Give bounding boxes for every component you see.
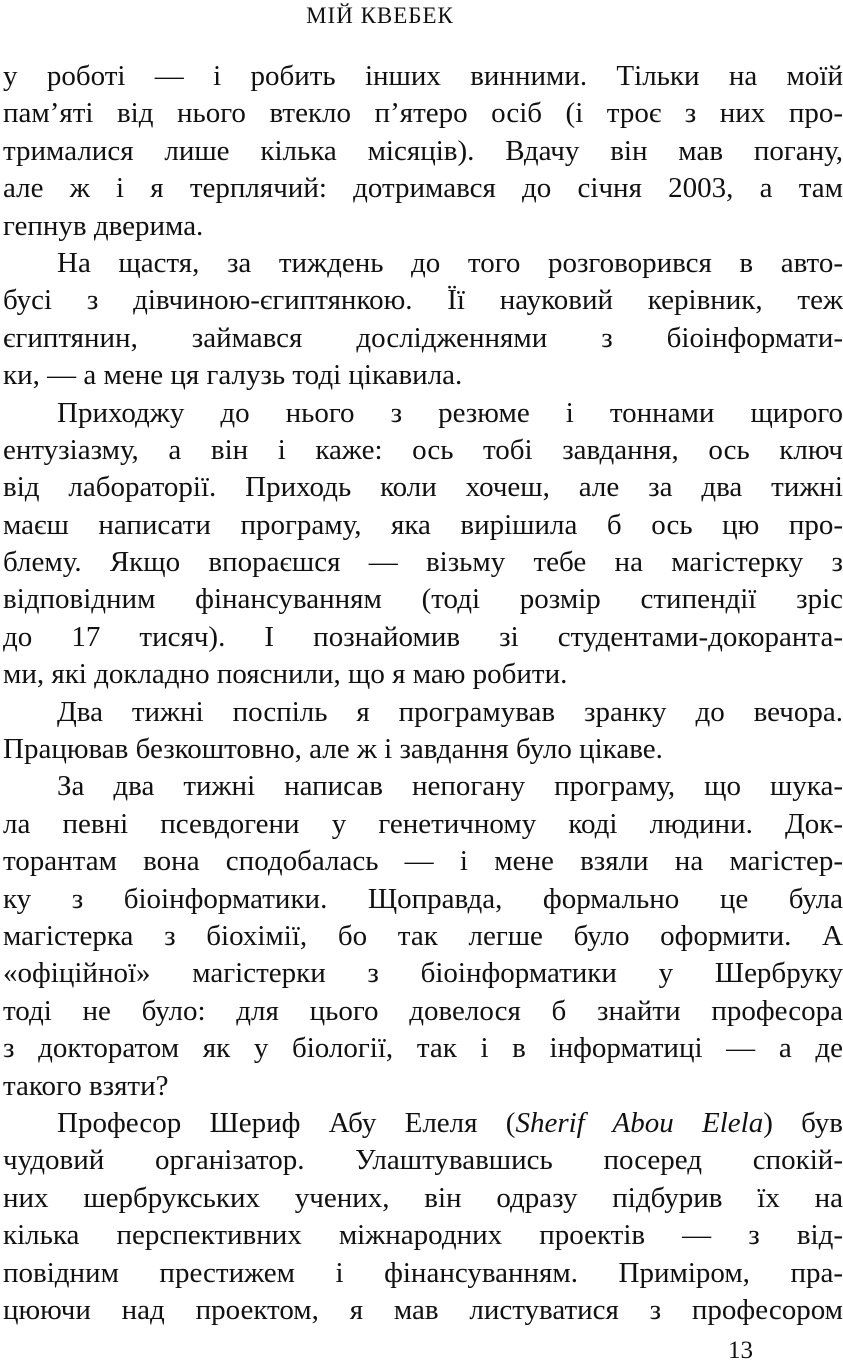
text-line: відповідним фінансуванням (тоді розмір стипендії зріс <box>3 583 843 616</box>
text-segment: Професор Шериф Абу Елеля ( <box>57 1106 516 1139</box>
text-line: блему. Якщо впораєшся — візьму тебе на магістерку з <box>3 546 843 579</box>
page-number: 13 <box>728 1337 753 1364</box>
text-line: але ж і я терплячий: дотримався до січня 2003, а там <box>3 172 843 205</box>
text-line: «офіційної» магістерки з біоінформатики у Шербруку <box>3 957 843 990</box>
text-line: них шербрукських учених, він одразу підбурив їх на <box>3 1181 843 1214</box>
text-line: чудовий організатор. Улаштувавшись посеред спокій- <box>3 1144 843 1177</box>
text-line: трималися лише кілька місяців). Вдачу він мав погану, <box>3 134 843 167</box>
text-line: ки, — а мене ця галузь тоді цікавила. <box>3 359 463 392</box>
text-line: такого взяти? <box>3 1069 169 1102</box>
text-line: кілька перспективних міжнародних проектів — з від- <box>3 1219 843 1252</box>
text-line: Два тижні поспіль я програмував зранку до вечора. <box>57 695 843 728</box>
text-line: На щастя, за тиждень до того розговорився в авто- <box>57 246 843 279</box>
text-line: ку з біоінформатики. Щоправда, формально це була <box>3 882 843 915</box>
text-line: маєш написати програму, яка вирішила б ось цю про- <box>3 508 843 541</box>
italic-name: Sherif Abou Elela <box>515 1106 764 1139</box>
text-line: бусі з дівчиною-єгиптянкою. Її науковий керівник, теж <box>3 284 843 317</box>
text-line: торантам вона сподобалась — і мене взяли на магістер- <box>3 845 843 878</box>
text-line: Працював безкоштовно, але ж і завдання було цікаве. <box>3 733 663 766</box>
text-line: гепнув дверима. <box>3 209 204 242</box>
text-line: до 17 тисяч). І познайомив зі студентами-докоранта- <box>3 620 843 653</box>
text-line <box>3 1105 843 1142</box>
text-line: повідним престижем і фінансуванням. Приміром, пра- <box>3 1256 843 1289</box>
text-line: єгиптянин, займався дослідженнями з біоінформати- <box>3 321 843 354</box>
text-line: ла певні псевдогени у генетичному коді людини. Док- <box>3 807 843 840</box>
text-segment: ) був <box>763 1106 843 1139</box>
text-line: від лабораторії. Приходь коли хочеш, але за два тижні <box>3 471 843 504</box>
text-line: Приходжу до нього з резюме і тоннами щирого <box>57 396 843 429</box>
text-line: ентузіазму, а він і каже: ось тобі завдання, ось ключ <box>3 433 843 466</box>
running-head: МІЙ КВЕБЕК <box>306 3 454 28</box>
text-line: магістерка з біохімії, бо так легше було оформити. А <box>3 919 843 952</box>
text-line: у роботі — і робить інших винними. Тільки на моїй <box>3 60 843 92</box>
text-line: з докторатом як у біології, так і в інформатиці — а де <box>3 1032 843 1065</box>
text-line: цюючи над проектом, я мав листуватися з професором <box>3 1293 843 1326</box>
text-line: ми, які докладно пояснили, що я маю робити. <box>3 658 568 691</box>
text-line: За два тижні написав непогану програму, що шука- <box>57 770 843 803</box>
body-text <box>3 58 843 1329</box>
text-line: пам’яті від нього втекло п’ятеро осіб (і троє з них про- <box>3 97 843 130</box>
text-line: тоді не було: для цього довелося б знайти професора <box>3 994 843 1027</box>
